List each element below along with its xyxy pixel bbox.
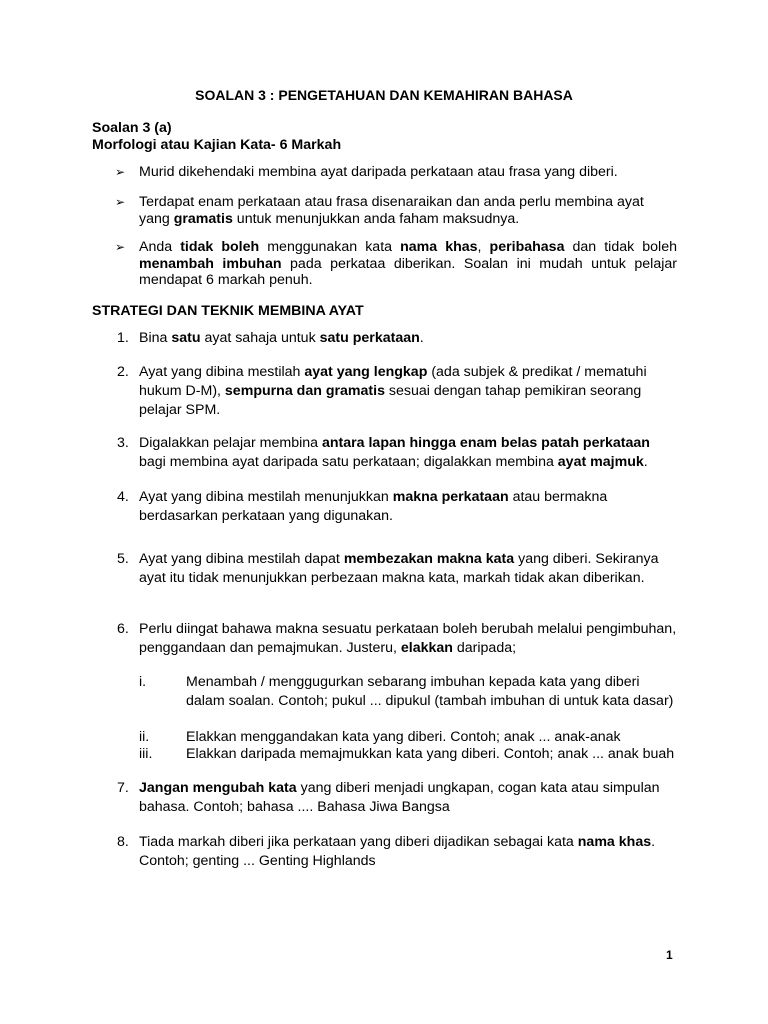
item-number: 2. (117, 364, 129, 380)
roman-numeral: i. (139, 674, 147, 690)
numbered-item (117, 488, 677, 526)
item-text: Ayat yang dibina mestilah dapat membezakan makna kata yang diberi. Sekiranya ayat itu tidak menunjukkan perbezaan makna kata, markah tidak akan diberikan. (139, 551, 659, 586)
bullet-item (117, 194, 677, 227)
arrow-bullet-icon: ➢ (115, 240, 126, 254)
bullet-item (117, 164, 677, 181)
sub-item-text: Elakkan menggandakan kata yang diberi. Contoh; anak ... anak-anak (186, 729, 621, 745)
arrow-bullet-icon: ➢ (115, 195, 126, 209)
item-text: Ayat yang dibina mestilah menunjukkan makna perkataan atau bermakna berdasarkan perkataan yang digunakan. (139, 489, 608, 524)
bullet-item (117, 239, 677, 289)
sub-list-item (139, 745, 679, 764)
item-number: 5. (117, 551, 129, 567)
item-text: Ayat yang dibina mestilah ayat yang lengkap (ada subjek & predikat / mematuhi hukum D-M), sempurna dan gramatis sesuai dengan tahap pemikiran seorang pelajar SPM. (139, 364, 647, 418)
arrow-bullet-icon: ➢ (115, 165, 126, 179)
item-text: Bina satu ayat sahaja untuk satu perkataan. (139, 330, 424, 346)
section-heading: Morfologi atau Kajian Kata- 6 Markah (92, 137, 342, 153)
bullet-text: Anda tidak boleh menggunakan kata nama khas, peribahasa dan tidak boleh menambah imbuhan pada perkataa diberikan. Soalan ini mudah untuk pelajar mendapat 6 markah penuh. (139, 239, 677, 288)
section-label: Soalan 3 (a) (92, 120, 172, 136)
roman-numeral: iii. (139, 746, 153, 762)
item-text: Digalakkan pelajar membina antara lapan hingga enam belas patah perkataan bagi membina ayat daripada satu perkataan; digalakkan membina ayat majmuk. (139, 435, 650, 470)
sub-item-text: Menambah / menggugurkan sebarang imbuhan kepada kata yang diberi dalam soalan. Contoh; pukul ... dipukul (tambah imbuhan di untuk kata dasar) (186, 674, 674, 709)
item-number: 6. (117, 621, 129, 637)
item-text: Tiada markah diberi jika perkataan yang diberi dijadikan sebagai kata nama khas. Contoh; genting ... Genting Highlands (139, 834, 656, 869)
bullet-text: Terdapat enam perkataan atau frasa disenaraikan dan anda perlu membina ayat yang gramatis untuk menunjukkan anda faham maksudnya. (139, 194, 644, 227)
page-title: SOALAN 3 : PENGETAHUAN DAN KEMAHIRAN BAHASA (195, 87, 573, 103)
item-number: 3. (117, 435, 129, 451)
item-number: 7. (117, 780, 129, 796)
item-text: Jangan mengubah kata yang diberi menjadi ungkapan, cogan kata atau simpulan bahasa. Contoh; bahasa .... Bahasa Jiwa Bangsa (139, 780, 660, 815)
strategy-heading: STRATEGI DAN TEKNIK MEMBINA AYAT (92, 303, 364, 319)
item-number: 4. (117, 489, 129, 505)
roman-numeral: ii. (139, 729, 150, 745)
item-text: Perlu diingat bahawa makna sesuatu perkataan boleh berubah melalui pengimbuhan, penggandaan dan pemajmukan. Justeru, elakkan daripada; (139, 621, 677, 656)
item-number: 8. (117, 834, 129, 850)
numbered-item (117, 779, 677, 817)
numbered-item (117, 434, 677, 472)
bullet-text: Murid dikehendaki membina ayat daripada perkataan atau frasa yang diberi. (139, 164, 618, 180)
numbered-item (117, 833, 677, 871)
sub-list-item (139, 673, 679, 711)
numbered-item (117, 550, 677, 588)
page-number: 1 (666, 948, 673, 962)
item-number: 1. (117, 330, 129, 346)
sub-item-text: Elakkan daripada memajmukkan kata yang diberi. Contoh; anak ... anak buah (186, 746, 675, 762)
numbered-item (117, 329, 677, 348)
numbered-item (117, 363, 677, 420)
numbered-item (117, 620, 677, 658)
